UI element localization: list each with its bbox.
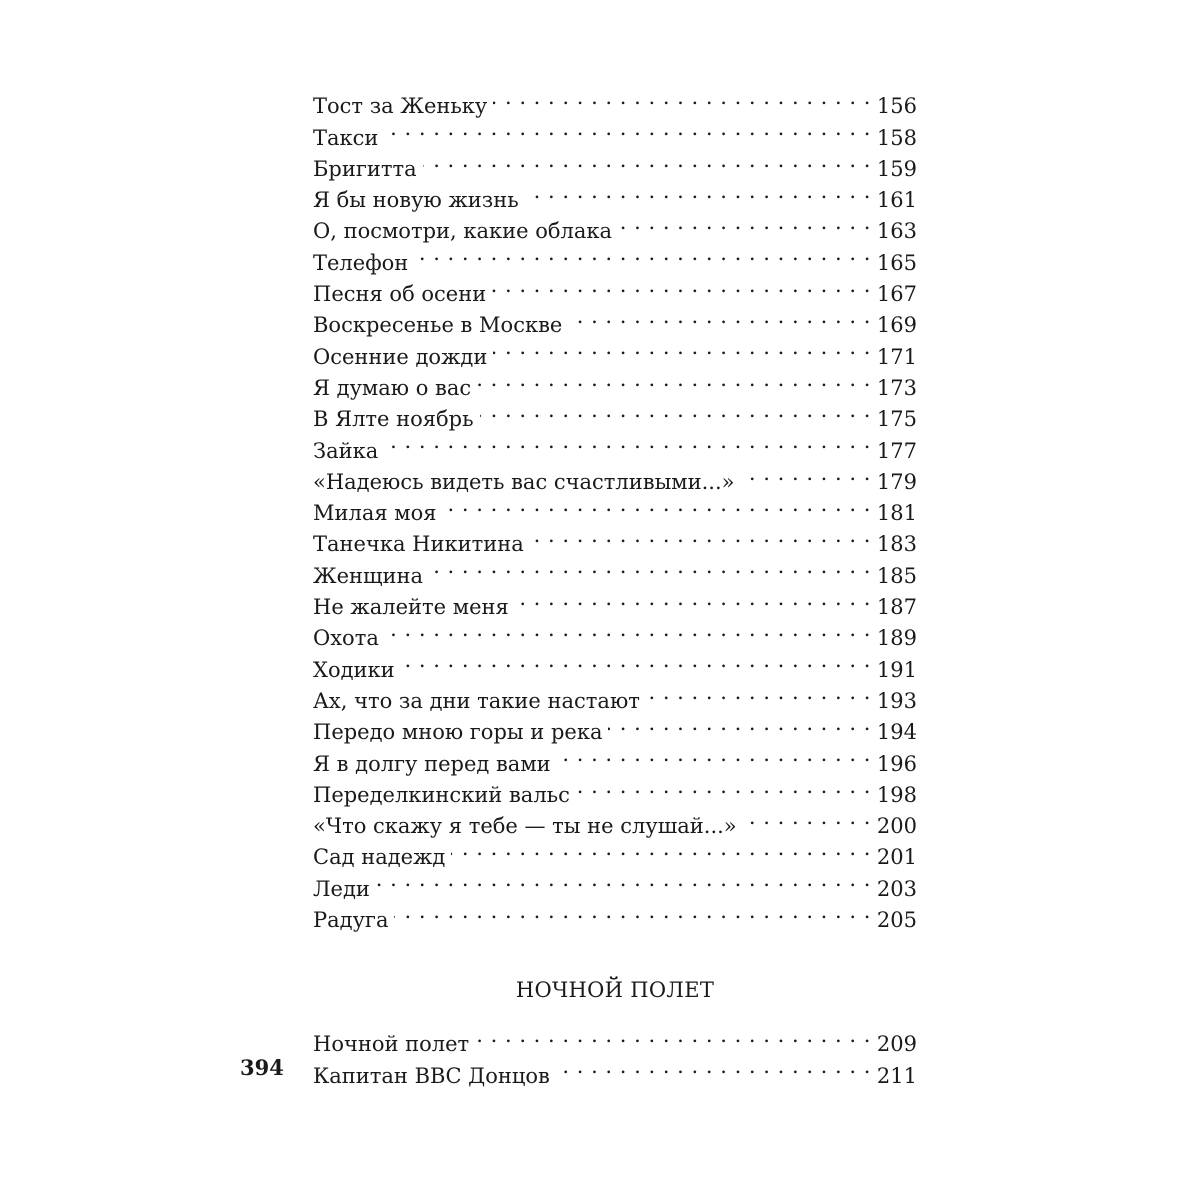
toc-entry-page: 181 — [876, 501, 917, 526]
toc-entry-page: 211 — [876, 1063, 917, 1088]
toc-dot-leader — [743, 802, 871, 833]
toc-dot-leader — [646, 677, 871, 708]
toc-entry-title: Капитан ВВС Донцов — [313, 1063, 550, 1088]
toc-entry-title: Телефон — [313, 250, 409, 275]
toc-entry-title: Бригитта — [313, 156, 417, 181]
toc-entry-page: 191 — [876, 657, 917, 682]
toc-dot-leader — [443, 489, 871, 520]
toc-entry — [313, 896, 917, 933]
toc-list-second — [313, 1020, 917, 1088]
toc-entry-page: 171 — [876, 344, 917, 369]
toc-dot-leader — [618, 207, 871, 238]
toc-dot-leader — [525, 176, 871, 207]
toc-entry-page: 193 — [876, 688, 917, 713]
toc-entry-page: 163 — [876, 219, 917, 244]
toc-entry-title: О, посмотри, какие облака — [313, 219, 613, 244]
toc-entry-page: 175 — [876, 407, 917, 432]
toc-entry-title: Передо мною горы и река — [313, 720, 603, 745]
toc-entry-title: В Ялте ноябрь — [313, 407, 474, 432]
toc-dot-leader — [451, 833, 871, 864]
toc-dot-leader — [385, 614, 871, 645]
toc-entry-page: 189 — [876, 626, 917, 651]
toc-dot-leader — [492, 270, 871, 301]
toc-entry-page: 200 — [876, 814, 917, 839]
toc-entry-title: Переделкинский вальс — [313, 782, 570, 807]
toc-dot-leader — [394, 896, 870, 927]
toc-entry-title: Воскресенье в Москве — [313, 313, 563, 338]
toc-entry-page: 187 — [876, 595, 917, 620]
toc-entry — [313, 645, 917, 682]
toc-dot-leader — [480, 395, 871, 426]
toc-entry-title: Осенние дожди — [313, 344, 488, 369]
toc-dot-leader — [556, 1051, 871, 1082]
toc-entry — [313, 864, 917, 901]
toc-dot-leader — [608, 708, 870, 739]
toc-dot-leader — [423, 145, 871, 176]
toc-entry-title: Тост за Женьку — [313, 94, 488, 119]
toc-entry-page: 209 — [876, 1032, 917, 1057]
toc-entry-title: «Что скажу я тебе — ты не слушай...» — [313, 814, 737, 839]
toc-entry-title: Я думаю о вас — [313, 375, 472, 400]
toc-entry-title: Сад надежд — [313, 845, 446, 870]
toc-entry-title: Радуга — [313, 908, 389, 933]
toc-entry-page: 196 — [876, 751, 917, 776]
toc-dot-leader — [477, 364, 871, 395]
toc-entry-page: 156 — [876, 94, 917, 119]
toc-dot-leader — [493, 332, 871, 363]
toc-entry-page: 198 — [876, 782, 917, 807]
toc-entry-page: 185 — [876, 563, 917, 588]
toc-dot-leader — [741, 458, 871, 489]
toc-dot-leader — [576, 771, 871, 802]
toc-entry-title: «Надеюсь видеть вас счастливыми...» — [313, 469, 735, 494]
toc-dot-leader — [376, 864, 871, 895]
toc-entry-page: 158 — [876, 125, 917, 150]
toc-dot-leader — [493, 82, 871, 113]
toc-entry — [313, 1020, 917, 1057]
toc-entry-page: 177 — [876, 438, 917, 463]
toc-entry-page: 169 — [876, 313, 917, 338]
toc-dot-leader — [414, 238, 871, 269]
toc-dot-leader — [530, 520, 871, 551]
toc-entry-title: Ночной полет — [313, 1032, 470, 1057]
toc-list-first — [313, 82, 917, 933]
toc-dot-leader — [557, 739, 871, 770]
toc-entry-page: 179 — [876, 469, 917, 494]
toc-entry-title: Танечка Никитина — [313, 532, 524, 557]
toc-entry — [313, 82, 917, 119]
toc-entry-title: Женщина — [313, 563, 424, 588]
toc-entry — [313, 458, 917, 494]
toc-entry-title: Не жалейте меня — [313, 595, 509, 620]
toc-entry — [313, 614, 917, 651]
toc-dot-leader — [401, 645, 871, 676]
toc-entry — [313, 145, 917, 181]
toc-entry-page: 159 — [876, 156, 917, 181]
toc-entry-page: 167 — [876, 282, 917, 307]
toc-entry-page: 183 — [876, 532, 917, 557]
toc-dot-leader — [475, 1020, 871, 1051]
toc-entry — [313, 677, 917, 713]
toc-entry-page: 161 — [876, 188, 917, 213]
section-heading: НОЧНОЙ ПОЛЕТ — [515, 978, 715, 1002]
toc-entry-page: 194 — [876, 720, 917, 745]
toc-entry-title: Песня об осени — [313, 282, 487, 307]
toc-entry-title: Зайка — [313, 438, 379, 463]
toc-entry-title: Охота — [313, 626, 379, 651]
toc-entry-page: 173 — [876, 375, 917, 400]
toc-entry-page: 203 — [876, 876, 917, 901]
toc-entry — [313, 113, 917, 150]
toc-entry-page: 201 — [876, 845, 917, 870]
toc-entry — [313, 426, 917, 463]
toc-dot-leader — [384, 426, 871, 457]
toc-entry-title: Ходики — [313, 657, 395, 682]
toc-entry-title: Леди — [313, 876, 370, 901]
toc-dot-leader — [384, 113, 870, 144]
toc-dot-leader — [515, 583, 871, 614]
toc-dot-leader — [568, 301, 871, 332]
toc-entry-page: 205 — [876, 908, 917, 933]
toc-dot-leader — [429, 551, 871, 582]
toc-entry-page: 165 — [876, 250, 917, 275]
toc-entry-title: Ах, что за дни такие настают — [313, 688, 640, 713]
toc-entry-title: Милая моя — [313, 501, 437, 526]
toc-entry-title: Я в долгу перед вами — [313, 751, 551, 776]
page-number: 394 — [240, 1055, 284, 1080]
toc-entry-title: Я бы новую жизнь — [313, 188, 519, 213]
toc-entry-title: Такси — [313, 125, 379, 150]
